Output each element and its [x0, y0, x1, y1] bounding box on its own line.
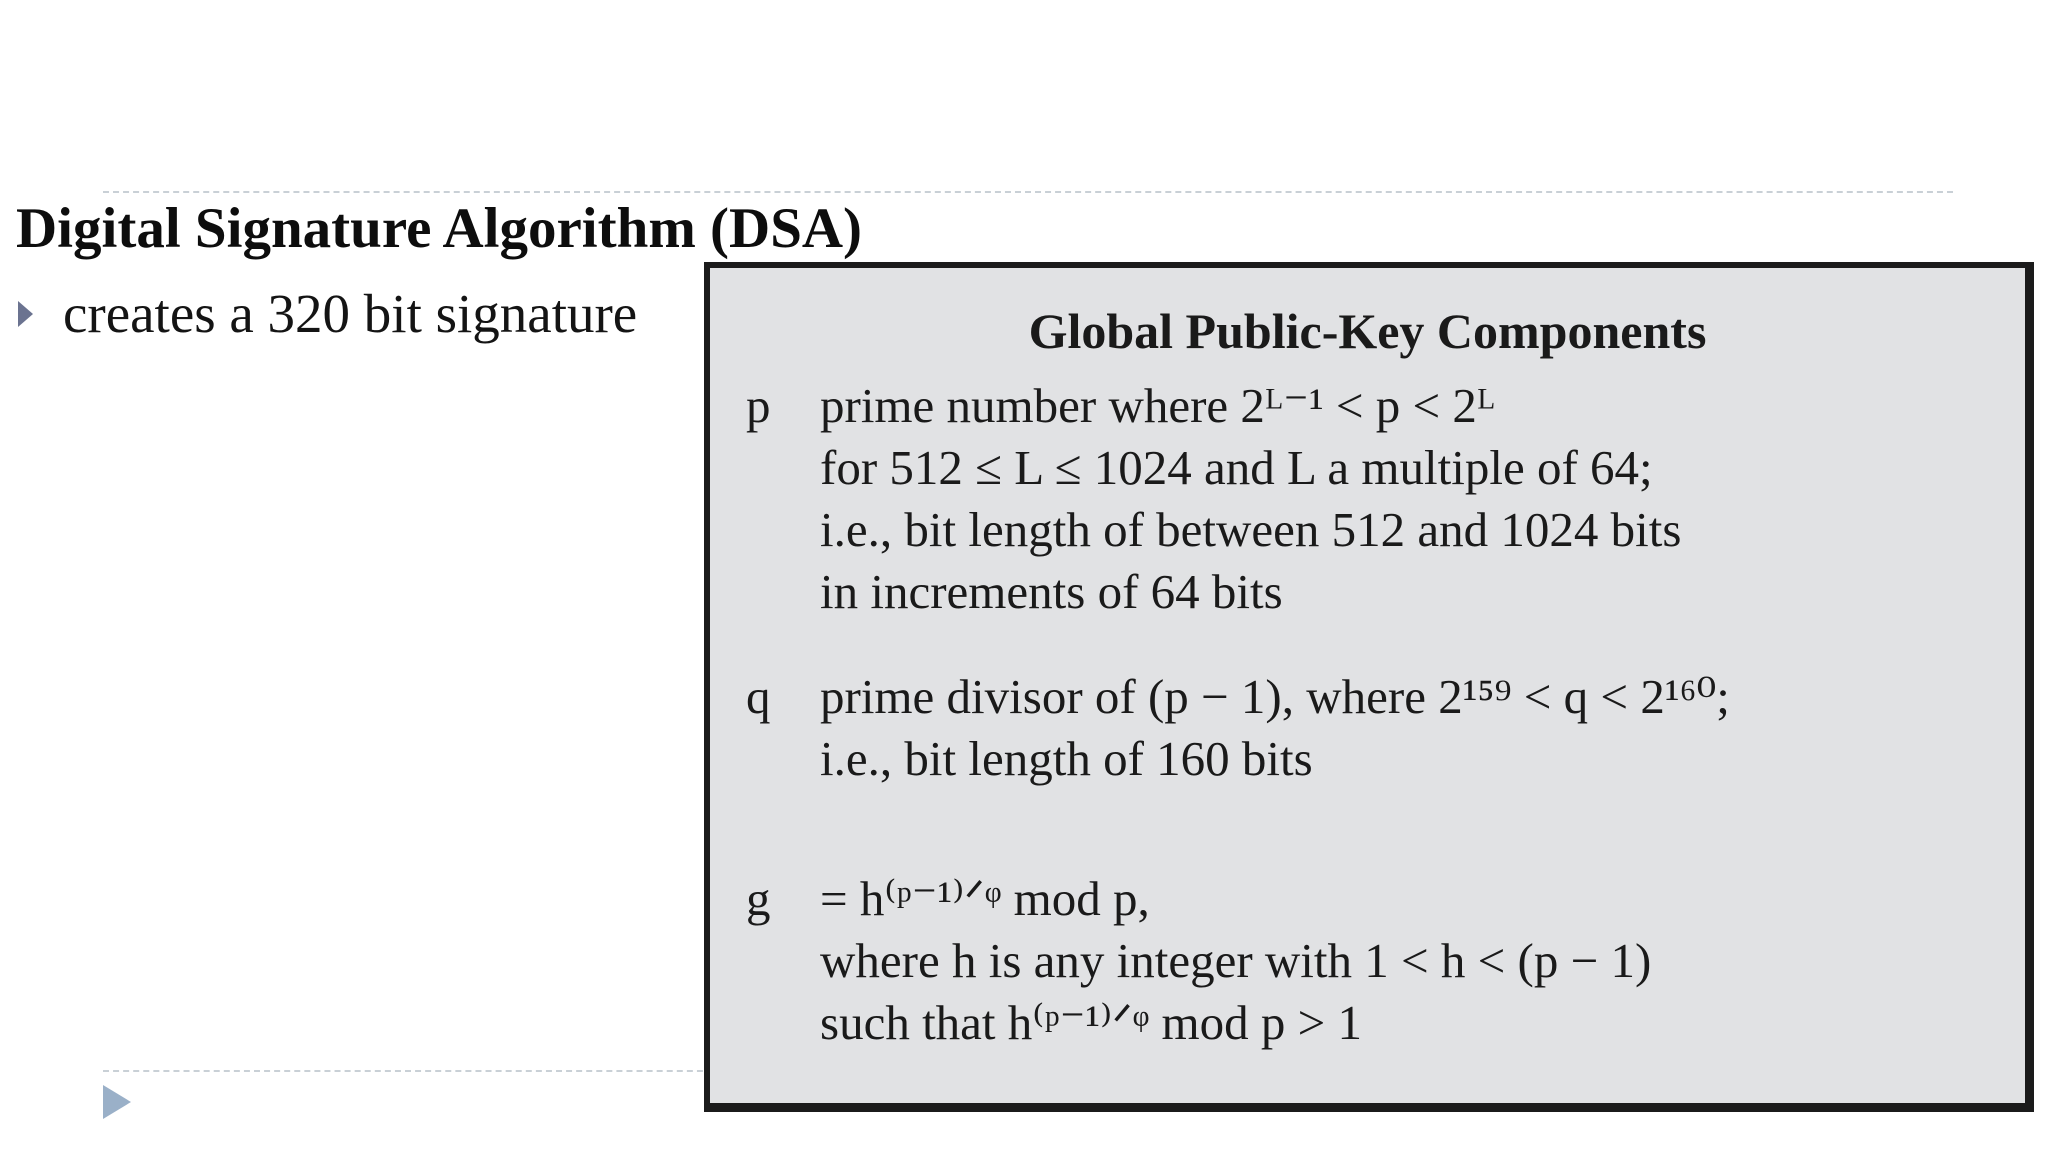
component-p: [746, 375, 1681, 623]
next-slide-arrow-icon[interactable]: [103, 1085, 131, 1119]
component-line: prime divisor of (p − 1), where 2¹⁵⁹ < q < 2¹⁶⁰;: [820, 669, 1730, 724]
component-line: i.e., bit length of 160 bits: [820, 731, 1313, 786]
component-line: for 512 ≤ L ≤ 1024 and L a multiple of 64;: [820, 440, 1653, 495]
slide-title: Digital Signature Algorithm (DSA): [16, 197, 863, 260]
component-q: [746, 666, 1730, 790]
component-symbol: g: [746, 871, 771, 926]
bullet-item: [18, 282, 637, 345]
component-line: such that h⁽ᵖ⁻¹⁾ᐟᵠ mod p > 1: [820, 995, 1363, 1050]
top-divider: [103, 191, 1953, 193]
bullet-text: creates a 320 bit signature: [63, 283, 638, 344]
component-line: where h is any integer with 1 < h < (p − 1): [820, 933, 1652, 988]
figure-heading: Global Public-Key Components: [1028, 303, 1707, 359]
component-symbol: q: [746, 669, 771, 724]
component-line: in increments of 64 bits: [820, 564, 1283, 619]
component-line: = h⁽ᵖ⁻¹⁾ᐟᵠ mod p,: [820, 871, 1150, 926]
component-g: [746, 868, 1651, 1054]
component-line: prime number where 2ᴸ⁻¹ < p < 2ᴸ: [820, 378, 1496, 433]
triangle-bullet-icon: [18, 301, 33, 327]
bottom-divider: [103, 1070, 713, 1072]
public-key-components-figure: [704, 262, 2034, 1112]
component-symbol: p: [746, 378, 771, 433]
component-line: i.e., bit length of between 512 and 1024 bits: [820, 502, 1682, 557]
